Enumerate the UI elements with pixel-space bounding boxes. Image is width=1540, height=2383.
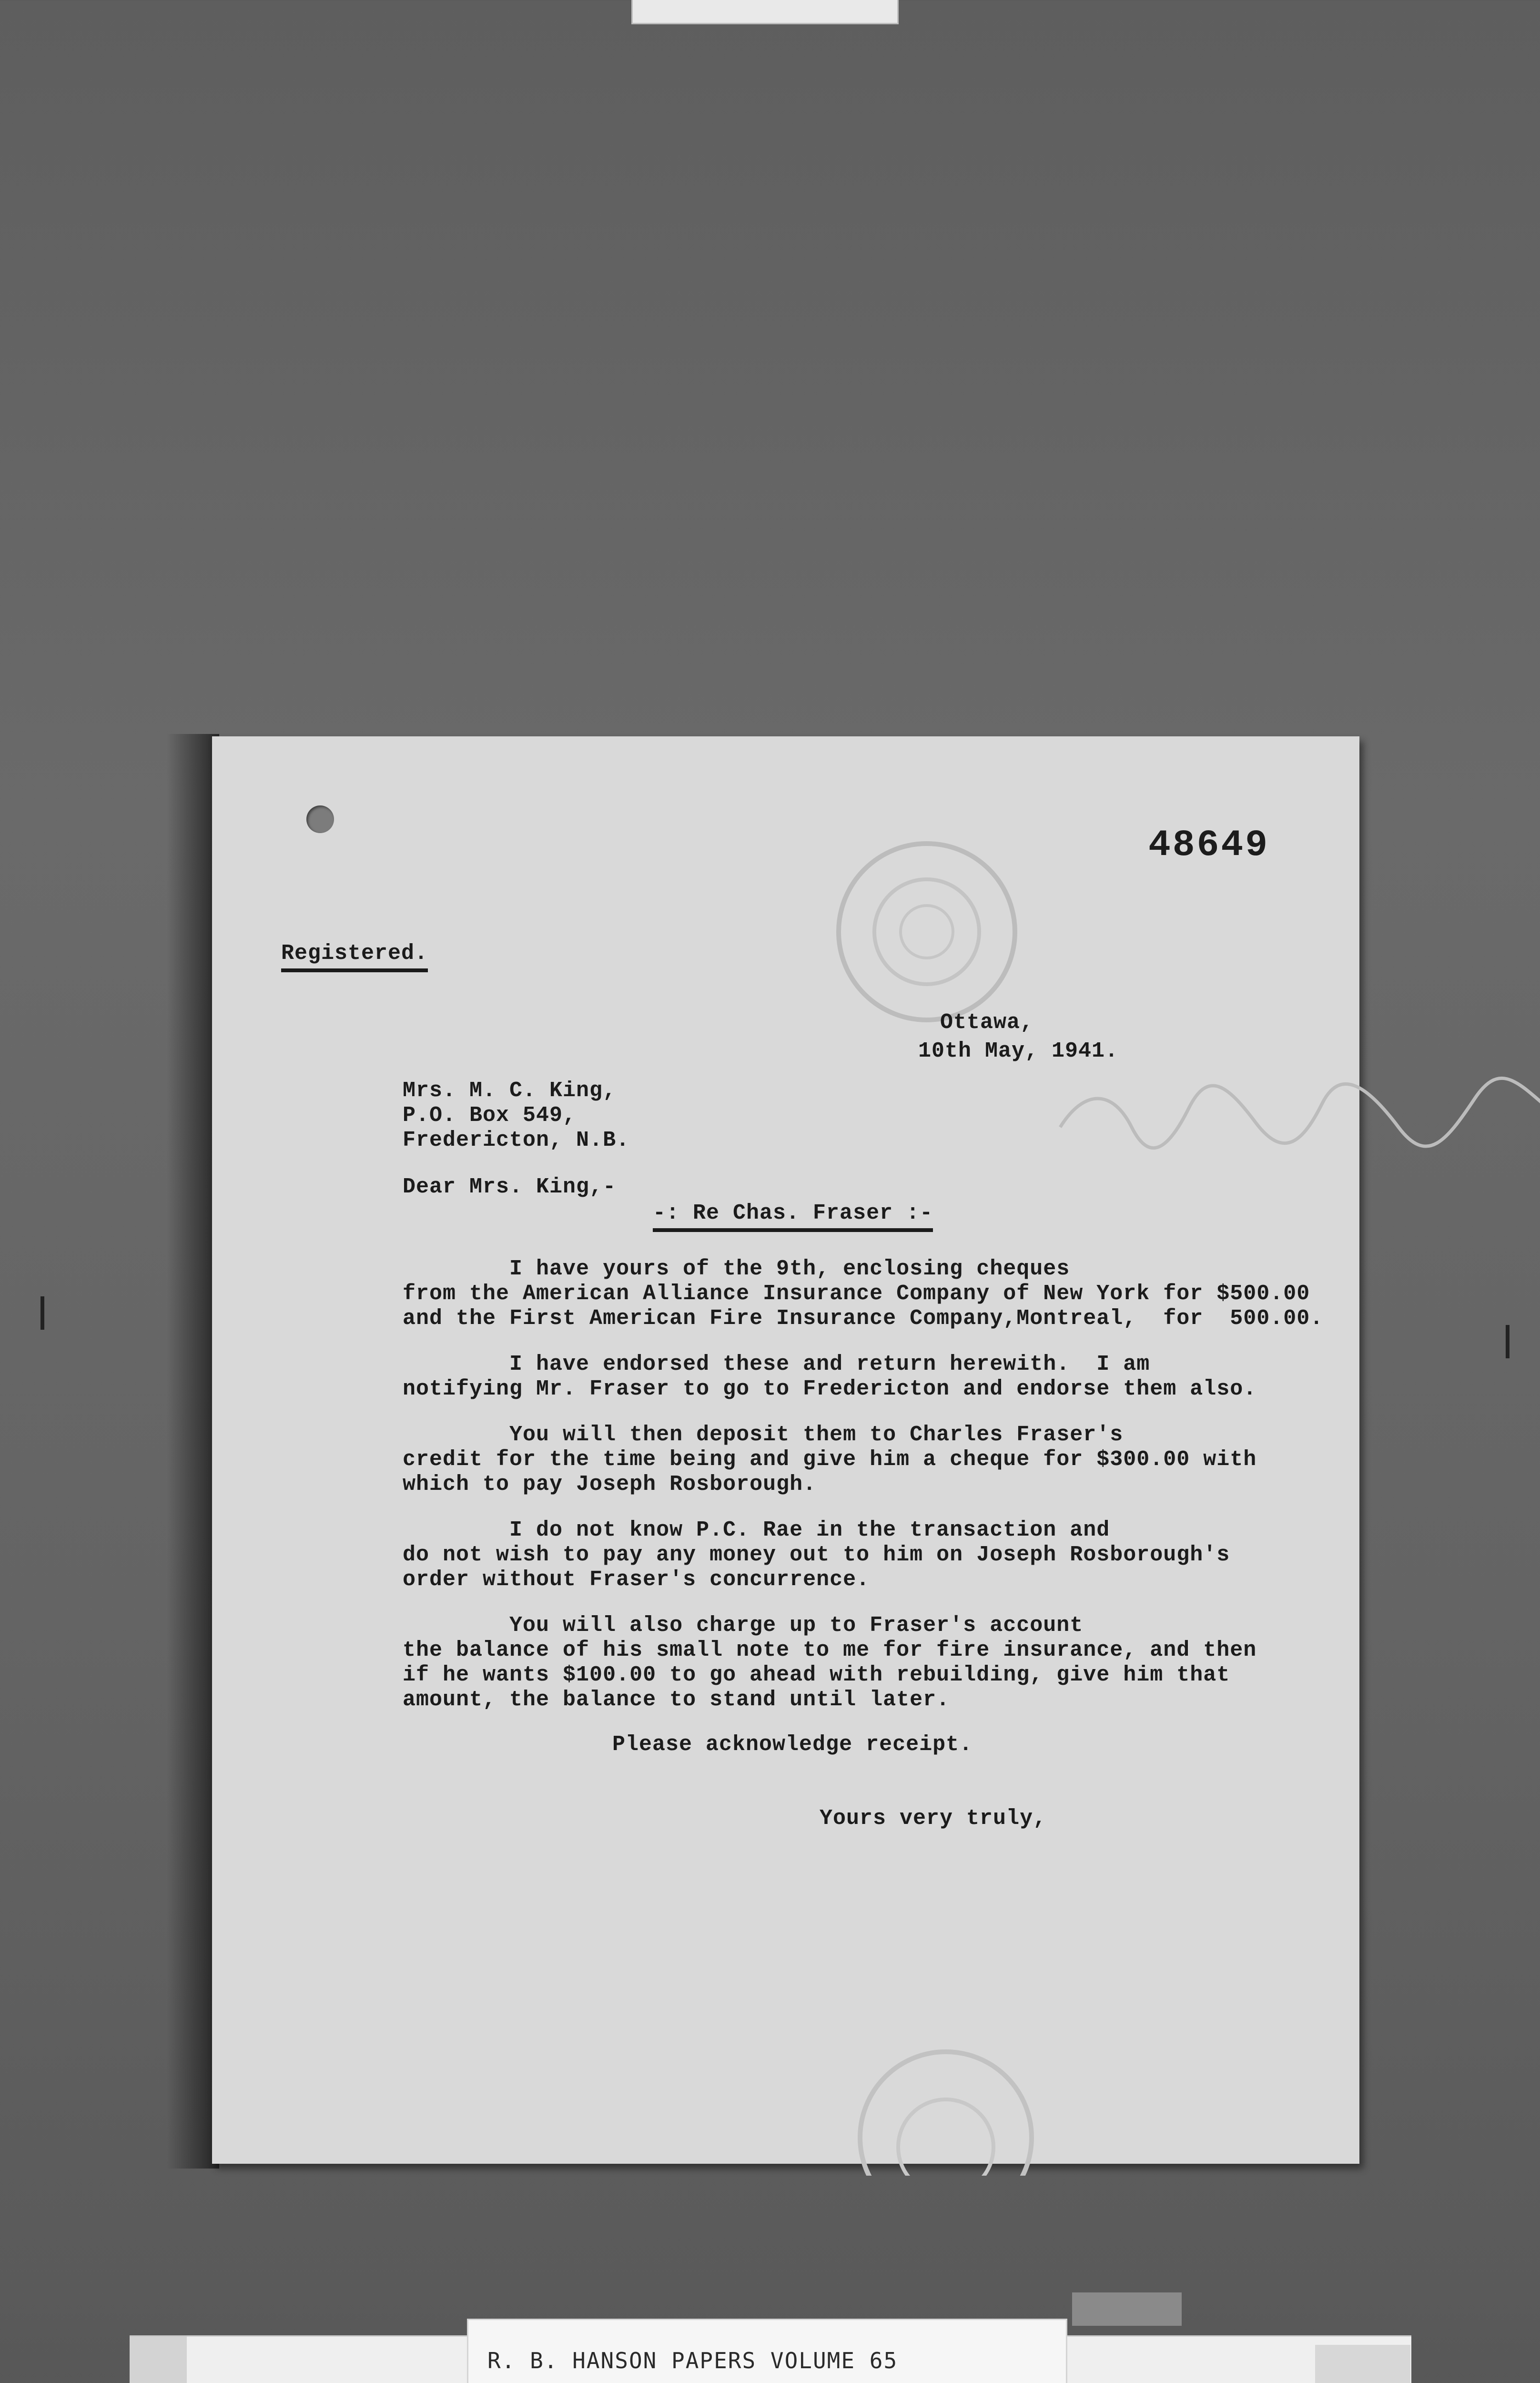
closing: Yours very truly, [820,1806,1047,1831]
margin-tick [41,1296,44,1330]
embossed-seal-mark-bottom [836,2033,1055,2176]
body-line: and the First American Fire Insurance Company,Montreal, for 500.00. [403,1306,1324,1331]
page-shadow [167,734,219,2169]
body-line: You will also charge up to Fraser's account [403,1613,1084,1638]
margin-tick [1506,1325,1510,1358]
body-line: I have yours of the 9th, enclosing cheques [403,1257,1070,1281]
body-line: if he wants $100.00 to go ahead with rebuilding, give him that [403,1663,1230,1687]
tape-strip [130,2335,187,2383]
body-line: I do not know P.C. Rae in the transaction and [403,1518,1110,1542]
volume-label: R. B. HANSON PAPERS VOLUME 65 [487,2348,898,2373]
top-tab [631,0,899,24]
acknowledge-request: Please acknowledge receipt. [612,1732,973,1757]
tape-strip [1315,2345,1410,2383]
body-line: notifying Mr. Fraser to go to Fredericton and endorse them also. [403,1377,1257,1401]
tape-strip [1072,2292,1182,2326]
body-line: You will then deposit them to Charles Fraser's [403,1423,1124,1447]
document-number: 48649 [1148,825,1270,866]
registered-label: Registered. [281,941,428,972]
salutation: Dear Mrs. King,- [403,1175,617,1199]
volume-slip [467,2319,1067,2383]
letter-place: Ottawa, [940,1010,1034,1035]
body-line: which to pay Joseph Rosborough. [403,1472,817,1497]
body-line: credit for the time being and give him a cheque for $300.00 with [403,1447,1257,1472]
embossed-seal-mark [803,836,1051,1027]
show-through-scribble [1055,1070,1540,1151]
letter-date: 10th May, 1941. [918,1039,1119,1063]
body-line: I have endorsed these and return herewith. I am [403,1352,1150,1376]
body-line: from the American Alliance Insurance Company of New York for $500.00 [403,1282,1310,1306]
body-line: order without Fraser's concurrence. [403,1568,870,1592]
address-line: Mrs. M. C. King, [403,1079,617,1103]
letter-page [212,736,1359,2164]
body-line: the balance of his small note to me for fire insurance, and then [403,1638,1257,1662]
punch-hole [306,805,334,833]
body-line: do not wish to pay any money out to him on Joseph Rosborough's [403,1543,1230,1567]
body-line: amount, the balance to stand until later. [403,1688,950,1712]
subject-line: -: Re Chas. Fraser :- [653,1201,933,1232]
address-line: P.O. Box 549, [403,1103,577,1128]
address-line: Fredericton, N.B. [403,1128,630,1152]
